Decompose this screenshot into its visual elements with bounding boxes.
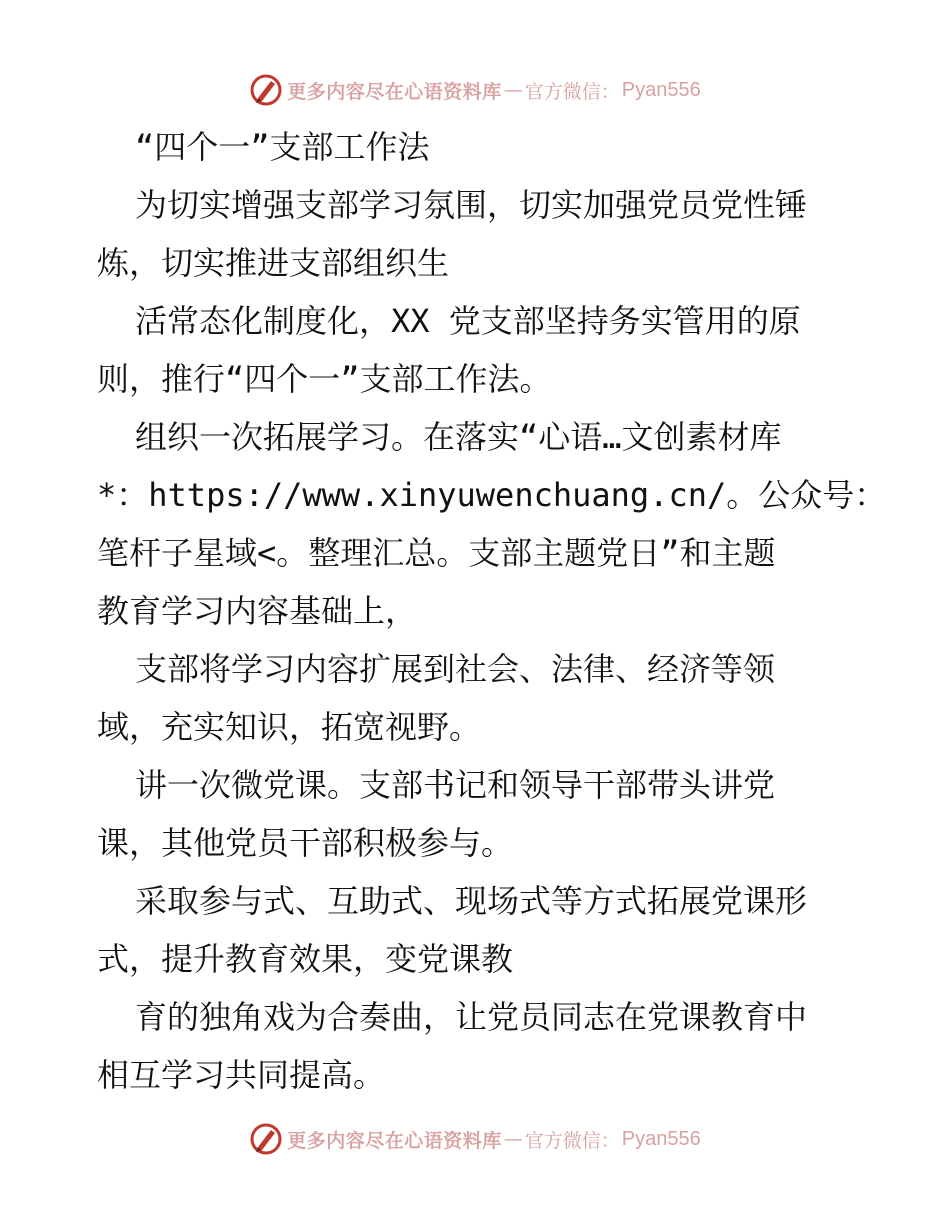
banner-text: 更多内容尽在心语资料库 [287,1129,502,1152]
body-line: 域，充实知识，拓宽视野。 [97,708,482,746]
pen-logo-icon [249,73,283,107]
body-line: 为切实增强支部学习氛围，切实加强党员党性锤 [135,186,808,224]
banner-wechat-label: 官方微信： [524,80,620,103]
body-line: 讲一次微党课。支部书记和领导干部带头讲党 [135,766,776,804]
body-line: 组织一次拓展学习。在落实“心语…文创素材库 [135,418,782,456]
body-line: 教育学习内容基础上， [97,592,418,630]
header-banner [0,70,950,110]
body-line: “四个一”支部工作法 [135,128,430,166]
body-line: 笔杆子星域<。整理汇总。支部主题党日”和主题 [97,534,776,572]
body-line: 则，推行“四个一”支部工作法。 [97,360,552,398]
pen-logo-icon [249,1122,283,1156]
body-line: *：https://www.xinyuwenchuang.cn/。公众号： [97,476,887,514]
banner-separator: — [503,79,523,101]
body-line: 育的独角戏为合奏曲，让党员同志在党课教育中 [135,998,808,1036]
footer-banner [0,1119,950,1159]
banner-text: 更多内容尽在心语资料库 [287,80,502,103]
body-line: 课，其他党员干部积极参与。 [97,824,514,862]
body-line: 支部将学习内容扩展到社会、法律、经济等领 [135,650,776,688]
body-line: 采取参与式、互助式、现场式等方式拓展党课形 [135,882,808,920]
body-text [97,118,887,1104]
banner-wechat-id: Pyan556 [621,78,701,101]
body-line: 炼，切实推进支部组织生 [97,244,450,282]
banner-wechat-id: Pyan556 [621,1127,701,1150]
body-line: 活常态化制度化，XX 党支部坚持务实管用的原 [135,302,801,340]
body-line: 相互学习共同提高。 [97,1056,386,1094]
banner-wechat-label: 官方微信： [524,1129,620,1152]
banner-separator: — [503,1128,523,1150]
body-line: 式，提升教育效果，变党课教 [97,940,514,978]
